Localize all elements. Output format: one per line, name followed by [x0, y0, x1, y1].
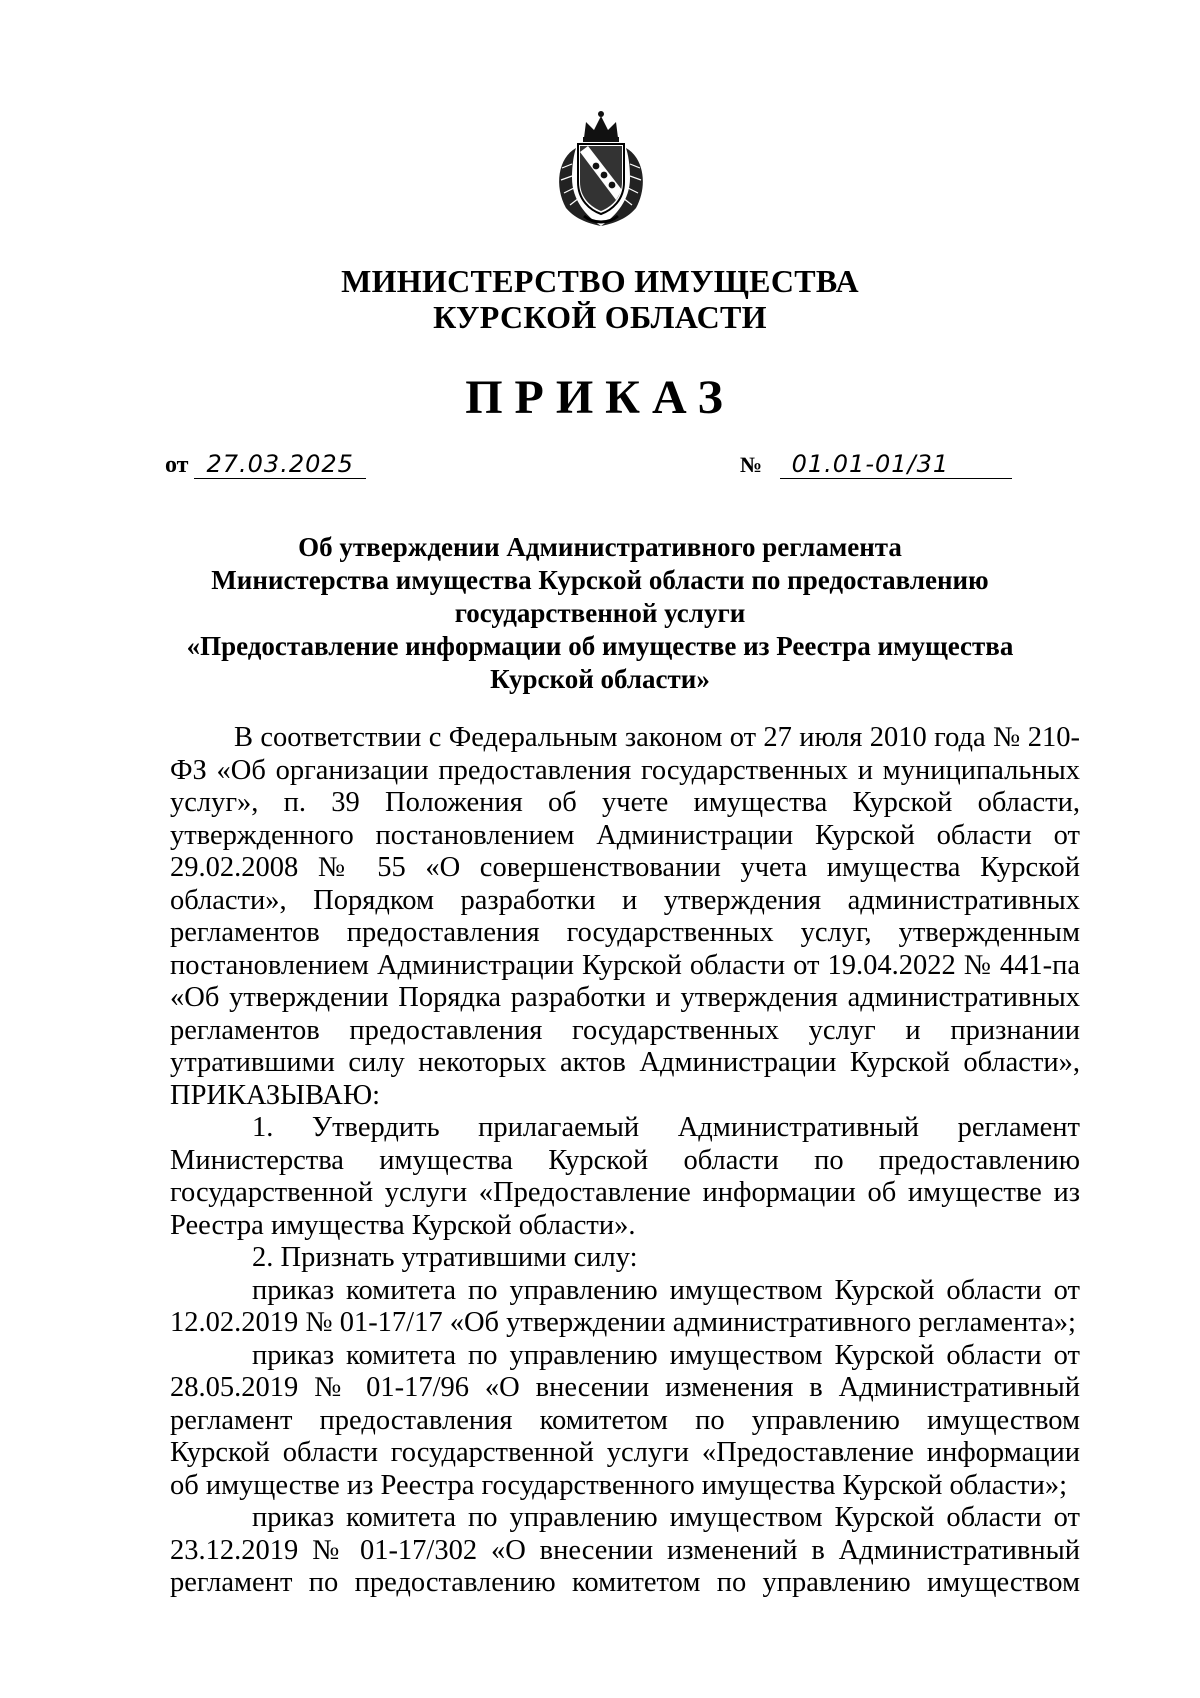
title-line: Курской области»: [490, 664, 710, 694]
coat-of-arms-icon: [536, 108, 666, 230]
number-label: №: [740, 452, 763, 477]
title-line: Министерства имущества Курской области по предоставлению: [211, 565, 989, 595]
number-row: [740, 450, 1012, 479]
document-type: ПРИКАЗ: [465, 371, 735, 424]
date-label: от: [165, 452, 189, 478]
body-line: Министерства имущества Курской области по предоставлению: [170, 1144, 1080, 1176]
ministry-name-line2: КУРСКОЙ ОБЛАСТИ: [433, 299, 767, 335]
body-line: области», Порядком разработки и утверждения административных: [170, 884, 1080, 916]
date-row: [165, 450, 366, 479]
body-line: приказ комитета по управлению имуществом Курской области от: [252, 1502, 1080, 1533]
body-line: 1. Утвердить прилагаемый Административный регламент: [252, 1112, 1080, 1143]
title-line: государственной услуги: [454, 598, 746, 628]
body-line: регламент по предоставлению комитетом по управлению имуществом: [170, 1567, 1080, 1598]
ministry-name-line1: МИНИСТЕРСТВО ИМУЩЕСТВА: [341, 263, 859, 299]
body-line: государственной услуги «Предоставление информации об имуществе из: [170, 1177, 1080, 1208]
body-line: об имуществе из Реестра государственного имущества Курской области»;: [170, 1469, 1067, 1501]
body-line: приказ комитета по управлению имуществом Курской области от: [252, 1274, 1080, 1306]
body-line: 29.02.2008 № 55 «О совершенствовании учета имущества Курской: [170, 852, 1080, 883]
body-line: услуг», п. 39 Положения об учете имущества Курской области,: [170, 787, 1080, 818]
number-value: 01.01-01/31: [780, 450, 1012, 479]
body-line: ФЗ «Об организации предоставления государственных и муниципальных: [170, 754, 1080, 786]
body-line: В соответствии с Федеральным законом от 27 июля 2010 года № 210-: [234, 722, 1080, 753]
document-body: [170, 722, 1080, 1600]
date-value: 27.03.2025: [194, 450, 366, 479]
body-line: приказ комитета по управлению имуществом Курской области от: [252, 1339, 1080, 1371]
body-line: «Об утверждении Порядка разработки и утверждения административных: [170, 982, 1080, 1013]
body-line: утвержденного постановлением Администрации Курской области от: [170, 819, 1080, 851]
body-line: 28.05.2019 № 01-17/96 «О внесении изменения в Административный: [170, 1372, 1080, 1403]
title-line: «Предоставление информации об имуществе из Реестра имущества: [186, 631, 1014, 661]
title-line: Об утверждении Административного регламента: [298, 532, 902, 562]
body-line: утратившими силу некоторых актов Администрации Курской области»,: [170, 1047, 1080, 1078]
body-line: 12.02.2019 № 01-17/17 «Об утверждении административного регламента»;: [170, 1307, 1076, 1338]
body-line: ПРИКАЗЫВАЮ:: [170, 1079, 381, 1111]
body-line: 23.12.2019 № 01-17/302 «О внесении изменений в Административный: [170, 1534, 1080, 1566]
body-line: постановлением Администрации Курской области от 19.04.2022 № 441-па: [170, 949, 1080, 981]
body-line: Курской области государственной услуги «Предоставление информации: [170, 1437, 1080, 1468]
body-line: 2. Признать утратившими силу:: [252, 1242, 638, 1273]
body-line: регламентов предоставления государственных услуг, утвержденным: [170, 917, 1080, 948]
body-line: Реестра имущества Курской области».: [170, 1209, 636, 1241]
body-line: регламент предоставления комитетом по управлению имуществом: [170, 1404, 1080, 1436]
body-line: регламентов предоставления государственных услуг и признании: [170, 1014, 1080, 1046]
